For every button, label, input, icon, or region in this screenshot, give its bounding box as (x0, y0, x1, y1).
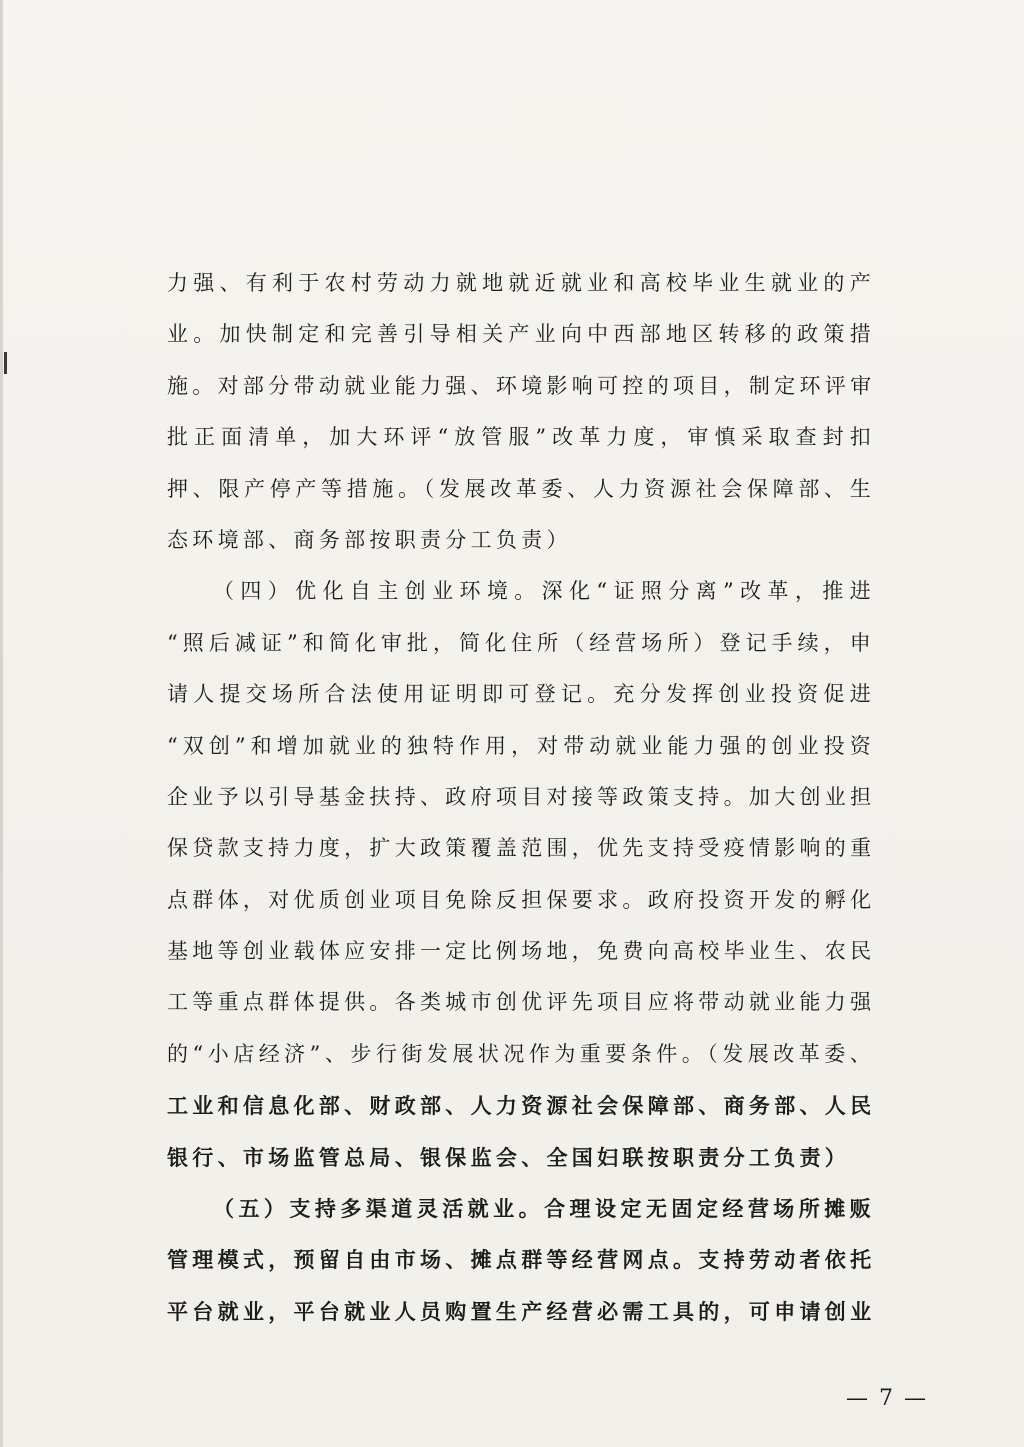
text-line-8: “照后减证”和简化审批，简化住所（经营场所）登记手续，申 (167, 630, 875, 655)
text-line-17: 工业和信息化部、财政部、人力资源社会保障部、商务部、人民 (167, 1093, 875, 1119)
text-line-2: 业。加快制定和完善引导相关产业向中西部地区转移的政策措 (167, 322, 875, 347)
text-line-20: 管理模式，预留自由市场、摊点群等经营网点。支持劳动者依托 (167, 1247, 875, 1273)
text-line-1: 力强、有利于农村劳动力就地就近就业和高校毕业生就业的产 (167, 271, 875, 295)
binding-mark (4, 352, 7, 374)
document-body (167, 258, 875, 1337)
text-line-9: 请人提交场所合法使用证明即可登记。充分发挥创业投资促进 (167, 682, 875, 707)
text-line-13: 点群体，对优质创业项目免除反担保要求。政府投资开发的孵化 (167, 887, 875, 912)
text-line-6: 态环境部、商务部按职责分工负责） (167, 527, 572, 552)
text-line-12: 保贷款支持力度，扩大政策覆盖范围，优先支持受疫情影响的重 (167, 836, 875, 861)
text-line-15: 工等重点群体提供。各类城市创优评先项目应将带动就业能力强 (167, 990, 875, 1015)
text-line-4: 批正面清单，加大环评“放管服”改革力度，审慎采取查封扣 (167, 425, 875, 450)
section-4-heading-line: （四）优化自主创业环境。深化“证照分离”改革，推进 (213, 579, 875, 604)
text-line-18: 银行、市场监管总局、银保监会、全国妇联按职责分工负责） (167, 1144, 851, 1170)
page-edge-shadow (0, 0, 3, 1447)
text-line-3: 施。对部分带动就业能力强、环境影响可控的项目，制定环评审 (167, 373, 875, 398)
page-number: — 7 — (846, 1386, 928, 1411)
text-line-16: 的“小店经济”、步行街发展状况作为重要条件。（发展改革委、 (167, 1041, 875, 1066)
text-line-21: 平台就业，平台就业人员购置生产经营必需工具的，可申请创业 (167, 1298, 875, 1324)
text-line-10: “双创”和增加就业的独特作用，对带动就业能力强的创业投资 (167, 733, 875, 758)
text-line-5: 押、限产停产等措施。（发展改革委、人力资源社会保障部、生 (167, 476, 875, 501)
section-5-heading-line: （五）支持多渠道灵活就业。合理设定无固定经营场所摊贩 (213, 1196, 875, 1222)
text-line-14: 基地等创业载体应安排一定比例场地，免费向高校毕业生、农民 (167, 939, 875, 964)
text-line-11: 企业予以引导基金扶持、政府项目对接等政策支持。加大创业担 (167, 784, 875, 809)
